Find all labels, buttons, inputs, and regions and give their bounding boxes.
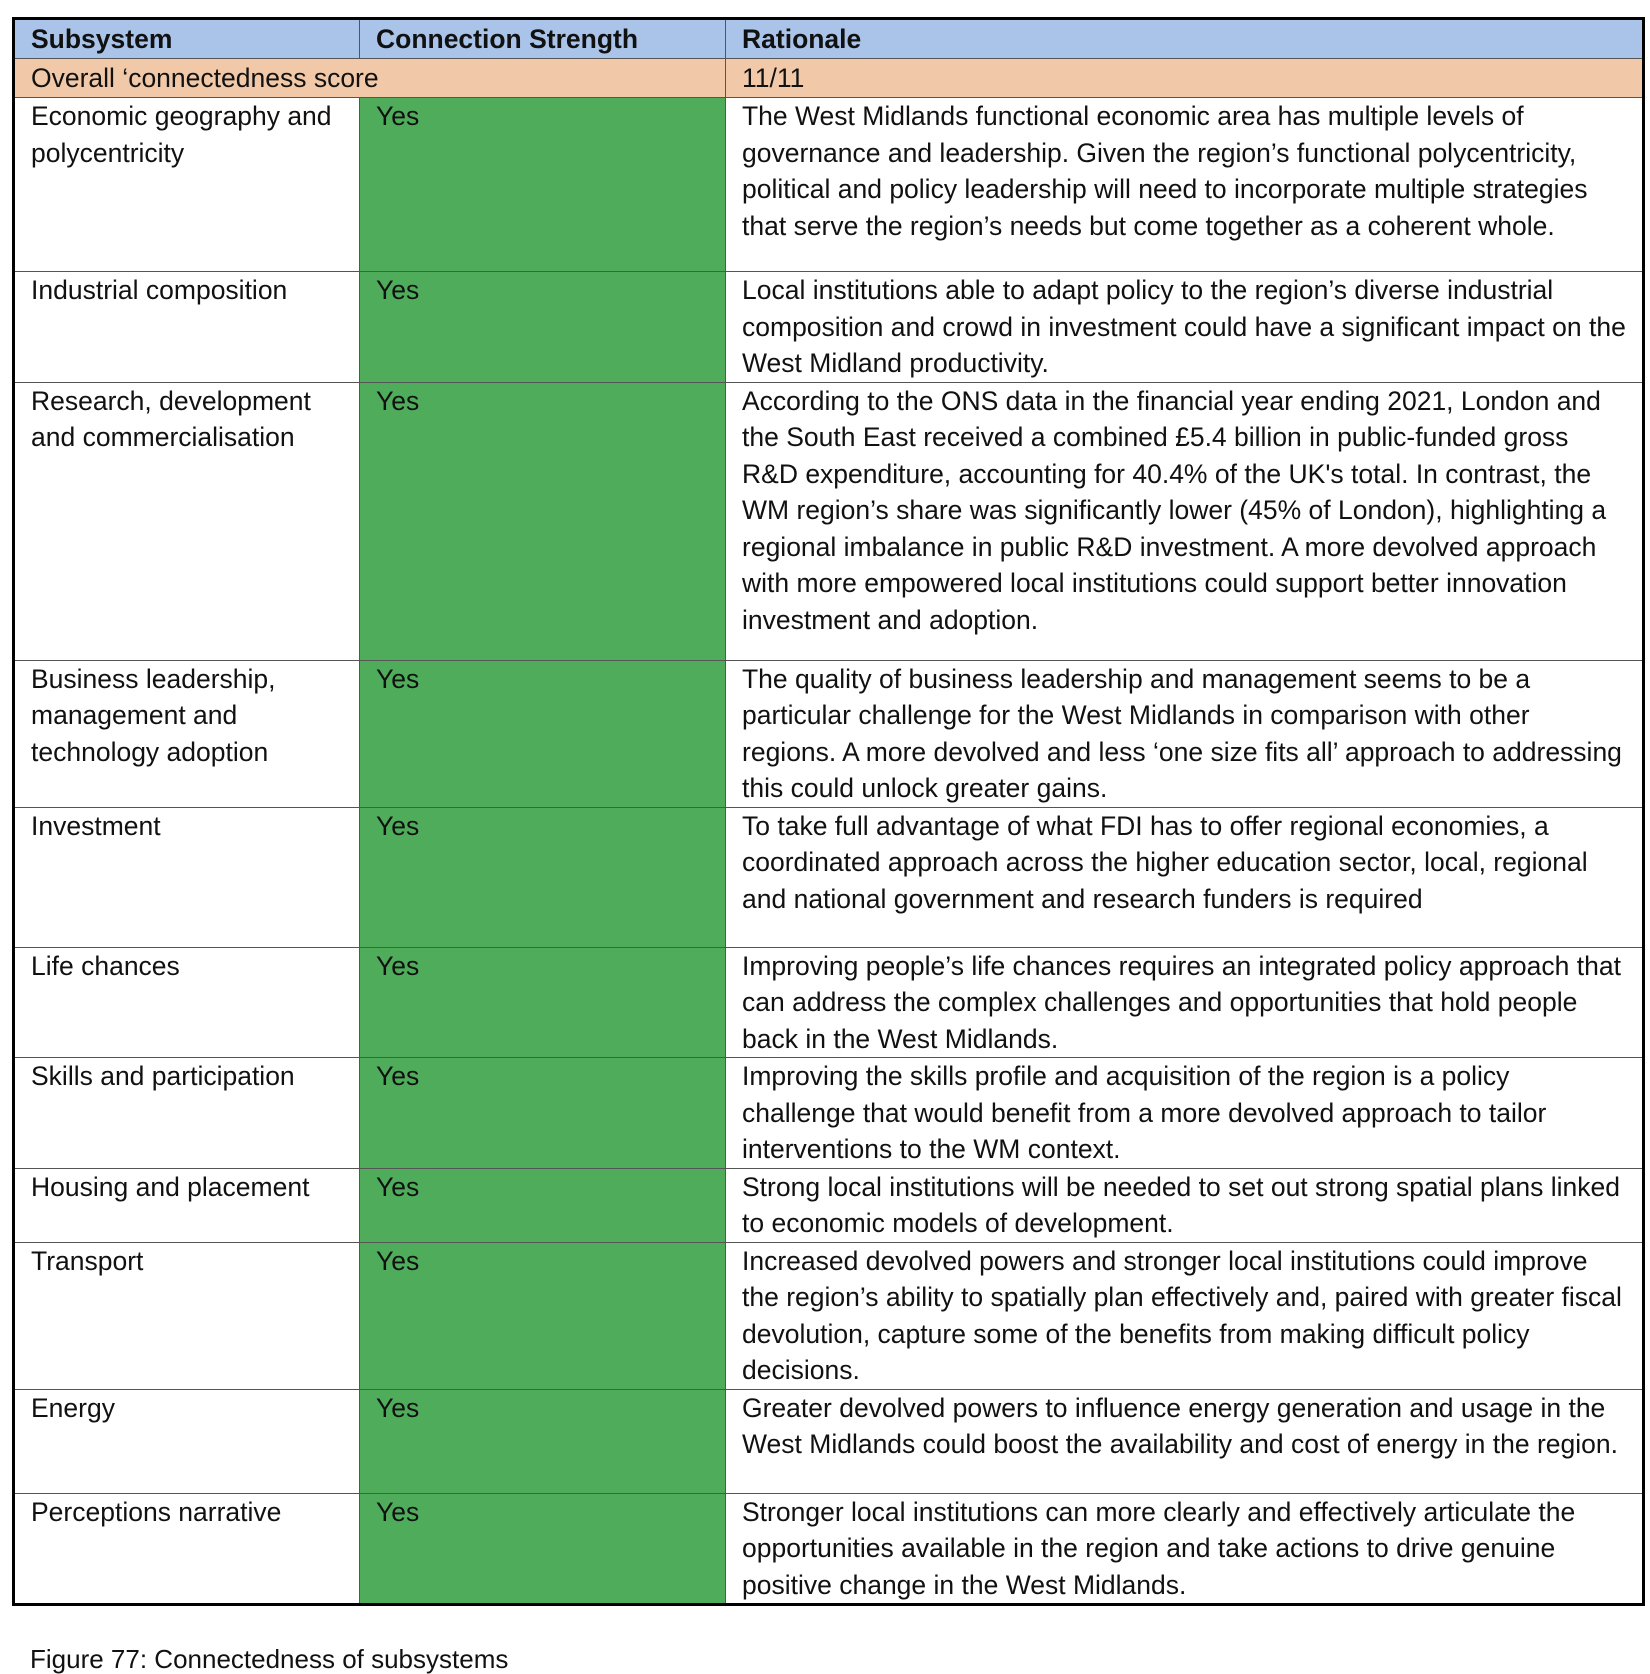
rationale-cell: According to the ONS data in the financial year ending 2021, London and the South East received a combined £5.4 billion in public-funded gross R&D expenditure, accounting for 40.4% of the UK's total. In contrast, the WM region’s share was significantly lower (45% of London), highlighting a regional imbalance in public R&D investment. A more devolved approach with more empowered local institutions could support better innovation investment and adoption. (726, 382, 1644, 660)
subsystem-cell: Business leadership, management and technology adoption (14, 660, 360, 807)
rationale-cell: Local institutions able to adapt policy to the region’s diverse industrial composition and crowd in investment could have a significant impact on the West Midland productivity. (726, 272, 1644, 383)
rationale-cell: Greater devolved powers to influence energy generation and usage in the West Midlands could boost the availability and cost of energy in the region. (726, 1389, 1644, 1493)
strength-cell: Yes (360, 98, 726, 272)
table-row (14, 807, 1644, 947)
subsystem-cell: Industrial composition (14, 272, 360, 383)
subsystem-cell: Economic geography and polycentricity (14, 98, 360, 272)
subsystem-cell: Life chances (14, 947, 360, 1058)
subsystem-cell: Investment (14, 807, 360, 947)
subsystem-cell: Perceptions narrative (14, 1493, 360, 1605)
table-row (14, 947, 1644, 1058)
strength-cell: Yes (360, 807, 726, 947)
table-row (14, 1493, 1644, 1605)
header-connection-strength: Connection Strength (360, 19, 726, 59)
strength-cell: Yes (360, 382, 726, 660)
subsystem-cell: Research, development and commercialisation (14, 382, 360, 660)
subsystem-cell: Energy (14, 1389, 360, 1493)
strength-cell: Yes (360, 1389, 726, 1493)
subsystem-cell: Housing and placement (14, 1168, 360, 1242)
table-row (14, 1389, 1644, 1493)
overall-score-value: 11/11 (726, 59, 1644, 98)
rationale-cell: Stronger local institutions can more clearly and effectively articulate the opportunities available in the region and take actions to drive genuine positive change in the West Midlands. (726, 1493, 1644, 1605)
header-rationale: Rationale (726, 19, 1644, 59)
strength-cell: Yes (360, 1058, 726, 1169)
header-subsystem: Subsystem (14, 19, 360, 59)
strength-cell: Yes (360, 272, 726, 383)
overall-score-label: Overall ‘connectedness score (14, 59, 726, 98)
subsystem-cell: Skills and participation (14, 1058, 360, 1169)
figure-caption: Figure 77: Connectedness of subsystems (30, 1644, 509, 1674)
table-row (14, 1168, 1644, 1242)
table-row (14, 98, 1644, 272)
strength-cell: Yes (360, 660, 726, 807)
table-row (14, 1242, 1644, 1389)
rationale-cell: Increased devolved powers and stronger local institutions could improve the region’s ability to spatially plan effectively and, paired with greater fiscal devolution, capture some of the benefits from making difficult policy decisions. (726, 1242, 1644, 1389)
strength-cell: Yes (360, 1493, 726, 1605)
table-row (14, 1058, 1644, 1169)
strength-cell: Yes (360, 1168, 726, 1242)
overall-score-row (14, 59, 1644, 98)
rationale-cell: Improving the skills profile and acquisition of the region is a policy challenge that would benefit from a more devolved approach to tailor interventions to the WM context. (726, 1058, 1644, 1169)
strength-cell: Yes (360, 947, 726, 1058)
table-row (14, 272, 1644, 383)
header-row (14, 19, 1644, 59)
table-row (14, 660, 1644, 807)
rationale-cell: Improving people’s life chances requires an integrated policy approach that can address the complex challenges and opportunities that hold people back in the West Midlands. (726, 947, 1644, 1058)
strength-cell: Yes (360, 1242, 726, 1389)
connectedness-table (12, 17, 1645, 1606)
rationale-cell: The quality of business leadership and management seems to be a particular challenge for the West Midlands in comparison with other regions. A more devolved and less ‘one size fits all’ approach to addressing this could unlock greater gains. (726, 660, 1644, 807)
rationale-cell: Strong local institutions will be needed to set out strong spatial plans linked to economic models of development. (726, 1168, 1644, 1242)
rationale-cell: The West Midlands functional economic area has multiple levels of governance and leadership. Given the region’s functional polycentricity, political and policy leadership will need to incorporate multiple strategies that serve the region’s needs but come together as a coherent whole. (726, 98, 1644, 272)
rationale-cell: To take full advantage of what FDI has to offer regional economies, a coordinated approach across the higher education sector, local, regional and national government and research funders is required (726, 807, 1644, 947)
subsystem-cell: Transport (14, 1242, 360, 1389)
table-row (14, 382, 1644, 660)
